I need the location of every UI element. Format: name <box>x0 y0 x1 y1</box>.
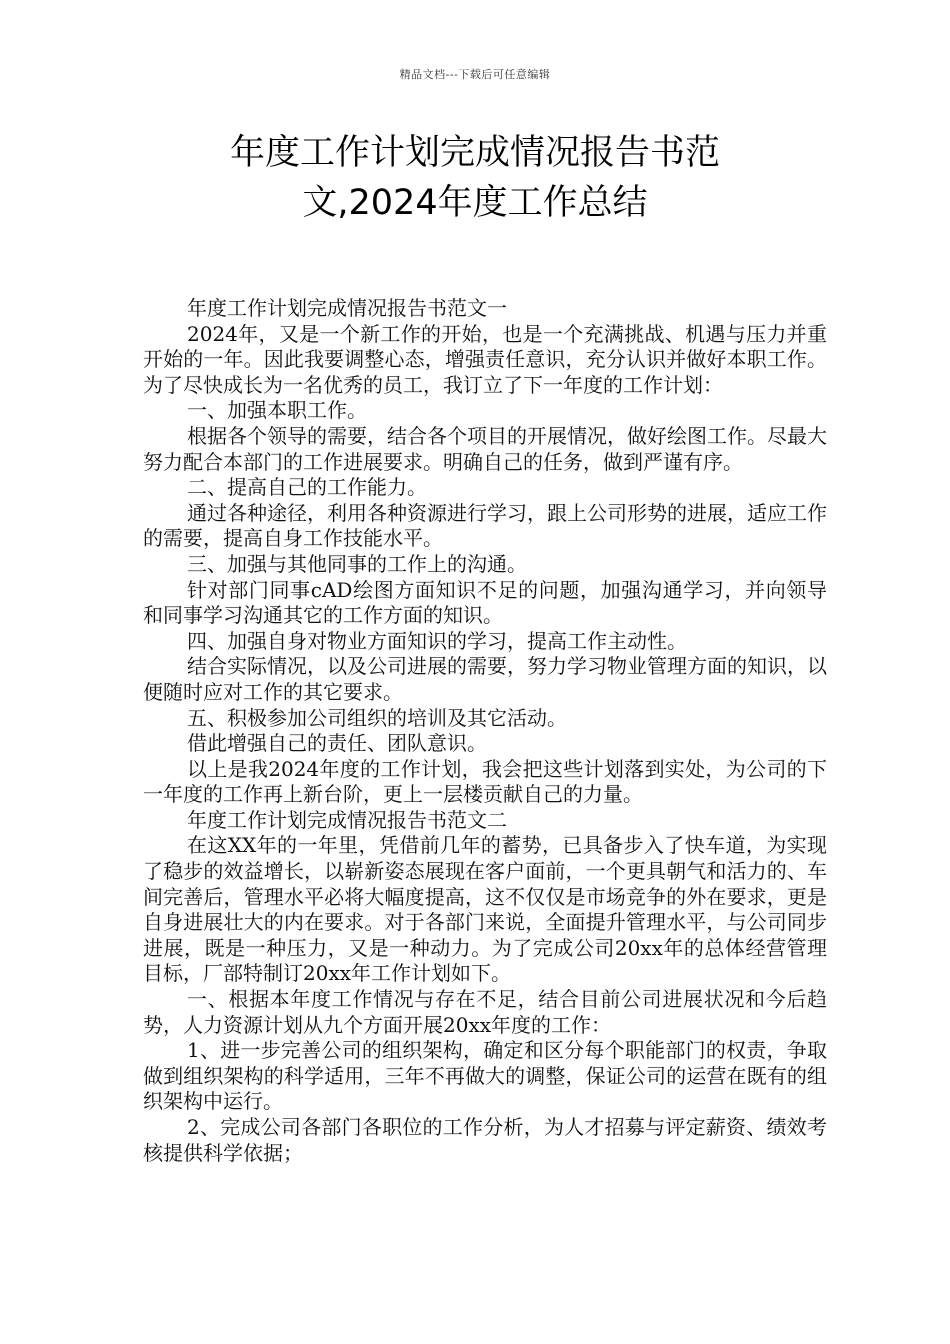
header-note: 精品文档---下载后可任意编辑 <box>399 68 551 81</box>
document-body <box>143 296 827 1166</box>
paragraph: 2024年，又是一个新工作的开始，也是一个充满挑战、机遇与压力并重开始的一年。因此我要调整心态，增强责任意识，充分认识并做好本职工作。为了尽快成长为一名优秀的员工，我订立了下一年度的工作计划： <box>143 321 827 397</box>
paragraph: 三、加强与其他同事的工作上的沟通。 <box>187 551 527 576</box>
title-line-2: 文,2024年度工作总结 <box>302 183 648 223</box>
paragraph: 2、完成公司各部门各职位的工作分析，为人才招募与评定薪资、绩效考核提供科学依据； <box>143 1115 827 1165</box>
paragraph: 一、加强本职工作。 <box>187 398 367 423</box>
paragraph: 年度工作计划完成情况报告书范文二 <box>187 807 507 832</box>
paragraph: 二、提高自己的工作能力。 <box>187 475 427 500</box>
paragraph: 针对部门同事cAD绘图方面知识不足的问题，加强沟通学习，并向领导和同事学习沟通其它的工作方面的知识。 <box>143 577 827 628</box>
paragraph: 年度工作计划完成情况报告书范文一 <box>187 296 507 320</box>
paragraph: 1、进一步完善公司的组织架构，确定和区分每个职能部门的权责，争取做到组织架构的科学适用，三年不再做大的调整，保证公司的运营在既有的组织架构中运行。 <box>143 1038 827 1114</box>
paragraph: 一、根据本年度工作情况与存在不足，结合目前公司进展状况和今后趋势，人力资源计划从九个方面开展20xx年度的工作： <box>143 987 827 1037</box>
paragraph: 结合实际情况，以及公司进展的需要，努力学习物业管理方面的知识，以便随时应对工作的其它要求。 <box>143 654 827 704</box>
paragraph: 四、加强自身对物业方面知识的学习，提高工作主动性。 <box>187 628 687 653</box>
document-title <box>140 128 810 228</box>
paragraph: 五、积极参加公司组织的培训及其它活动。 <box>187 705 567 730</box>
paragraph: 根据各个领导的需要，结合各个项目的开展情况，做好绘图工作。尽最大努力配合本部门的工作进展要求。明确自己的任务，做到严谨有序。 <box>143 423 827 474</box>
title-line-1: 年度工作计划完成情况报告书范 <box>229 133 720 173</box>
paragraph: 通过各种途径，利用各种资源进行学习，跟上公司形势的进展，适应工作的需要，提高自身工作技能水平。 <box>143 500 827 551</box>
paragraph: 以上是我2024年度的工作计划，我会把这些计划落到实处，为公司的下一年度的工作再上新台阶，更上一层楼贡献自己的力量。 <box>143 756 827 807</box>
paragraph: 在这XX年的一年里，凭借前几年的蓄势，已具备步入了快车道，为实现了稳步的效益增长，以崭新姿态展现在客户面前，一个更具朝气和活力的、车间完善后，管理水平必将大幅度提高，这不仅仅是市场竞争的外在要求，更是自身进展壮大的内在要求。对于各部门来说，全面提升管理水平，与公司同步进展，既是一种压力，又是一种动力。为了完成公司20xx年的总体经营管理目标，厂部特制订20xx年工作计划如下。 <box>143 833 827 986</box>
paragraph: 借此增强自己的责任、团队意识。 <box>187 731 487 756</box>
